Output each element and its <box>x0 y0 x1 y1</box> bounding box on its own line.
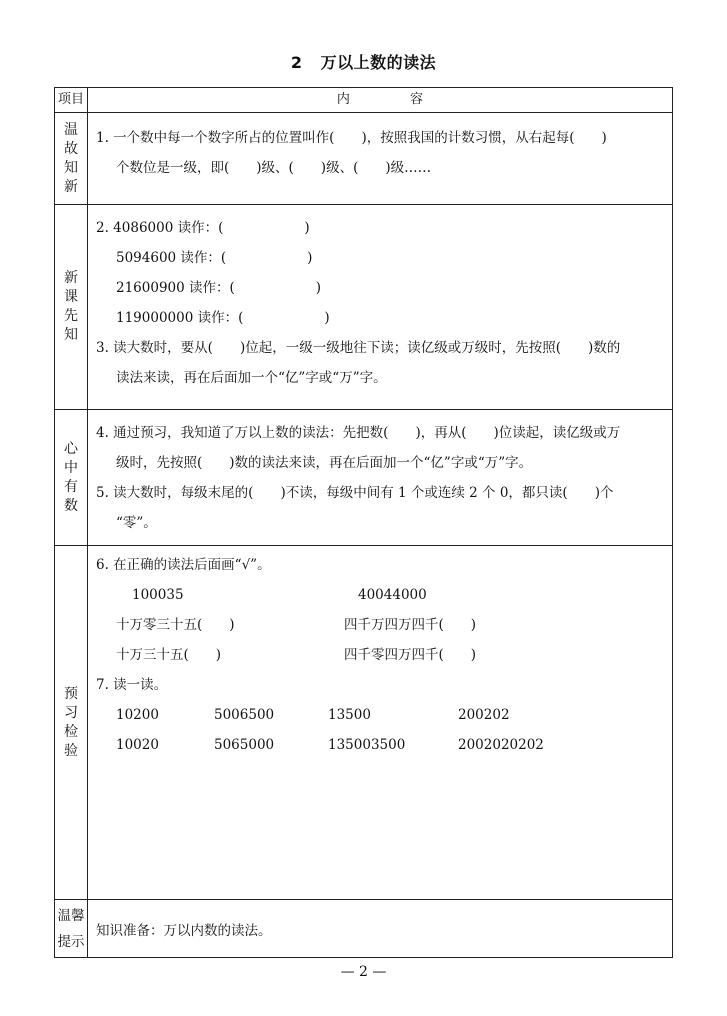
section-check <box>55 546 673 900</box>
question-5-line-2: “零”。 <box>116 515 157 531</box>
choice-2a[interactable]: 十万三十五( ) <box>116 647 222 663</box>
section-label-check: 预 习 检 验 <box>55 546 88 900</box>
choice-row-2 <box>96 640 664 670</box>
section-label-understanding: 心 中 有 数 <box>55 410 88 546</box>
question-2-line-1: 2. 4086000 读作：( ) <box>96 220 310 236</box>
read-number: 135003500 <box>328 737 406 753</box>
lesson-number: 2 <box>290 53 303 72</box>
section-label-review: 温 故 知 新 <box>55 113 88 205</box>
section-label-tip: 温馨 提示 <box>55 900 88 958</box>
section-content-understanding <box>88 410 673 546</box>
choice-row-1 <box>96 610 664 640</box>
section-label-preview: 新 课 先 知 <box>55 205 88 410</box>
read-number: 2002020202 <box>458 737 544 753</box>
question-4-line-2: 级时，先按照( )数的读法来读，再在后面加一个“亿”字或“万”字。 <box>116 455 533 471</box>
read-number: 13500 <box>328 707 371 723</box>
read-number: 5065000 <box>214 737 275 753</box>
question-1-line-1: 1. 一个数中每一个数字所占的位置叫作( )，按照我国的计数习惯，从右起每( ) <box>96 130 607 146</box>
read-row-1 <box>96 700 664 730</box>
question-2-line-4: 119000000 读作：( ) <box>116 310 330 326</box>
header-content-label: 内 容 <box>88 88 673 113</box>
question-2-line-2: 5094600 读作：( ) <box>116 250 313 266</box>
section-understanding <box>55 410 673 546</box>
read-row-2 <box>96 730 664 760</box>
header-item-label: 项目 <box>55 88 88 113</box>
section-content-check <box>88 546 673 900</box>
read-number: 10020 <box>116 737 159 753</box>
choice-1a[interactable]: 十万零三十五( ) <box>116 617 235 633</box>
choice-2b[interactable]: 四千零四万四千( ) <box>344 647 477 663</box>
question-5-line-1: 5. 读大数时，每级末尾的( )不读，每级中间有 1 个或连续 2 个 0，都只读( )个 <box>96 485 614 501</box>
question-6-prompt: 6. 在正确的读法后面画“√”。 <box>96 557 271 573</box>
worksheet-table <box>54 87 673 958</box>
question-7-prompt: 7. 读一读。 <box>96 677 168 693</box>
page-title <box>0 50 727 73</box>
question-3-line-2: 读法来读，再在后面加一个“亿”字或“万”字。 <box>116 370 387 386</box>
section-content-preview <box>88 205 673 410</box>
number-option-a: 100035 <box>132 587 184 603</box>
page-number: — 2 — <box>340 964 387 980</box>
choice-1b[interactable]: 四千万四万四千( ) <box>344 617 477 633</box>
section-content-review <box>88 113 673 205</box>
read-number: 10200 <box>116 707 159 723</box>
read-number: 200202 <box>458 707 510 723</box>
question-4-line-1: 4. 通过预习，我知道了万以上数的读法：先把数( )，再从( )位读起，读亿级或万 <box>96 425 621 441</box>
question-3-line-1: 3. 读大数时，要从( )位起，一级一级地往下读；读亿级或万级时，先按照( )数的 <box>96 340 621 356</box>
section-tip <box>55 900 673 958</box>
question-2-line-3: 21600900 读作：( ) <box>116 280 322 296</box>
question-6-numbers <box>96 580 664 610</box>
lesson-title: 万以上数的读法 <box>320 53 437 72</box>
header-row <box>55 88 673 113</box>
section-preview <box>55 205 673 410</box>
question-1-line-2: 个数位是一级，即( )级、( )级、( )级…… <box>116 160 432 176</box>
number-option-b: 40044000 <box>358 587 427 603</box>
read-number: 5006500 <box>214 707 275 723</box>
tip-text: 知识准备：万以内数的读法。 <box>88 900 673 958</box>
section-review <box>55 113 673 205</box>
